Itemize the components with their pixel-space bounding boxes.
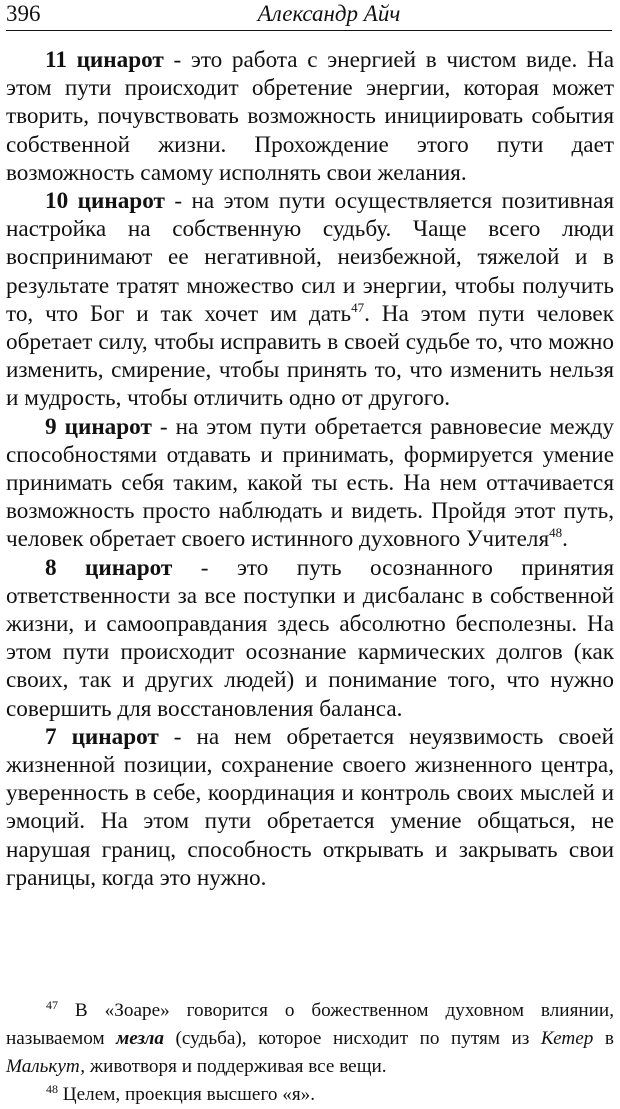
paragraph-7-tsinarot	[6, 723, 614, 892]
footnote-text: В «Зоаре» говорится о божественном духовном влиянии, называемом	[6, 1000, 614, 1049]
page-number: 396	[6, 1, 41, 26]
paragraph-text-after: .	[562, 526, 568, 553]
term-8-tsinarot: 8 цинарот	[45, 554, 173, 581]
paragraph-text: - на этом пути обретается равновесие между способностями отдавать и принимать, формируется умение принимать себя таким, какой ты есть. На нем оттачивается возможность просто наблюдать и видеть. Пройдя этот путь, человек обретает своего истинного духовного Учителя	[6, 413, 614, 553]
footnote-emphasis-malkut: Малькут,	[6, 1056, 86, 1077]
footnote-ref-48: 48	[549, 525, 563, 541]
paragraph-10-tsinarot	[6, 187, 614, 413]
footnote-47	[6, 997, 614, 1081]
main-text	[6, 46, 614, 892]
footnote-emphasis-mezla: мезла	[116, 1028, 164, 1049]
term-10-tsinarot: 10 цинарот	[45, 188, 165, 215]
footnote-emphasis-keter: Кетер	[540, 1028, 594, 1049]
paragraph-text: - на нем обретается неуязвимость своей жизненной позиции, сохранение своего жизненного центра, уверенность в себе, координация и контроль своих мыслей и эмоций. На этом пути обретается умение общаться, не нарушая границ, способность открывать и закрывать свои границы, когда это нужно.	[6, 723, 614, 891]
footnote-text: в	[593, 1028, 614, 1049]
paragraph-11-tsinarot	[6, 46, 614, 187]
running-title: Александр Айч	[257, 1, 401, 26]
paragraph-text-after: . На этом пути человек обретает силу, чтобы исправить в своей судьбе то, что можно изменить, смирение, чтобы принять то, что изменить нельзя и мудрость, чтобы отличить одно от другого.	[6, 300, 614, 412]
paragraph-9-tsinarot	[6, 413, 614, 554]
paragraph-text: - это путь осознанного принятия ответственности за все поступки и дисбаланс в собственной жизни, и самооправдания здесь абсолютно бесполезны. На этом пути происходит осознание кармических долгов (как своих, так и других людей) и понимание того, что нужно совершить для восстановления баланса.	[6, 554, 614, 722]
paragraph-text: - на этом пути осуществляется позитивная настройка на собственную судьбу. Чаще всего люди воспринимают ее негативной, неизбежной, тяжелой и в результате тратят множество сил и энергии, чтобы получить то, что Бог и так хочет им дать	[6, 188, 614, 327]
footnotes	[6, 997, 614, 1109]
term-11-tsinarot: 11 цинарот	[45, 47, 164, 73]
term-9-tsinarot: 9 цинарот	[45, 413, 152, 440]
footnote-text: Целем, проекция высшего «я».	[58, 1084, 316, 1105]
footnote-number: 48	[46, 1082, 58, 1096]
term-7-tsinarot: 7 цинарот	[45, 723, 159, 750]
footnote-number: 47	[46, 998, 58, 1012]
footnote-48	[6, 1081, 614, 1109]
footnote-text: животворя и поддерживая все вещи.	[85, 1056, 387, 1077]
paragraph-8-tsinarot	[6, 554, 614, 723]
running-header	[6, 0, 612, 31]
paragraph-text: - это работа с энергией в чистом виде. На этом пути происходит обретение энергии, которая может творить, почувствовать возможность инициировать события собственной жизни. Прохождение этого пути дает возможность самому исполнять свои желания.	[6, 47, 614, 186]
footnote-text: (судьба), которое нисходит по путям из	[164, 1028, 541, 1049]
footnote-ref-47: 47	[351, 299, 365, 315]
